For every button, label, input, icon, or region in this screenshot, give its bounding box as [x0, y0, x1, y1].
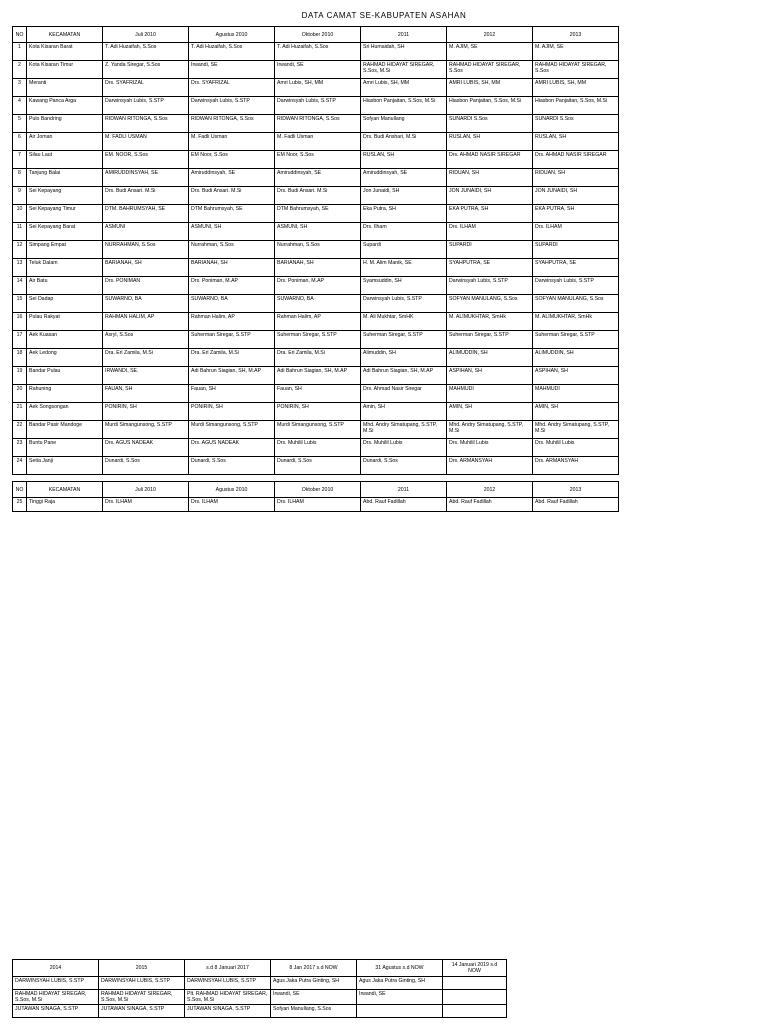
table-cell: 17 [13, 331, 27, 349]
table-cell: SUNARDI S.Sos [447, 115, 533, 133]
table-cell: ALIMUDDIN, SH [447, 349, 533, 367]
table-cell: Suherman Siregar, S.STP [361, 331, 447, 349]
table-cell: Sri Humaidah, SH [361, 43, 447, 61]
table-cell: Bandar Pasir Mandoge [27, 421, 103, 439]
table-cell: SOFYAN MANULANG, S.Sos [447, 295, 533, 313]
table-cell: 22 [13, 421, 27, 439]
table-row [13, 151, 619, 169]
table-cell: Hiasbon Panjaitan, S.Sos, M.Si [361, 97, 447, 115]
table-cell: FAUAN, SH [103, 385, 189, 403]
table-cell: 21 [13, 403, 27, 421]
table-cell: Eka Putra, SH [361, 205, 447, 223]
table-cell: Mhd. Andry Simatupang, S.STP, M.Si [361, 421, 447, 439]
table-cell: DARWINSYAH LUBIS, S.STP [99, 977, 185, 990]
table-cell: T. Adi Huzaifah, S.Sos [189, 43, 275, 61]
table-cell: Sei Dadap [27, 295, 103, 313]
table-cell: Syamsuddin, SH [361, 277, 447, 295]
table-cell: RIDWAN RITONGA, S.Sos [103, 115, 189, 133]
table-cell: ASMUNI [103, 223, 189, 241]
table-cell: 15 [13, 295, 27, 313]
table-cell: Drs. Poniman, M.AP [189, 277, 275, 295]
table-cell: T. Adi Huzaifah, S.Sos [103, 43, 189, 61]
table-cell: Irwandi, SE [271, 990, 357, 1005]
table-cell: Amiruddinsyah, SE [189, 169, 275, 187]
table-cell: Air Joman [27, 133, 103, 151]
table-cell: 10 [13, 205, 27, 223]
table-cell: RAHMAD HIDAYAT SIREGAR, S.Sos, M.Si [99, 990, 185, 1005]
table-cell: Simpang Empat [27, 241, 103, 259]
table-cell: AMRI LUBIS, SH, MM [447, 79, 533, 97]
table-cell: SUWARNO, BA [189, 295, 275, 313]
table-cell: Dunardi, S.Sos [103, 457, 189, 475]
table-cell: Darwinsyah Lubis, S.STP [533, 277, 619, 295]
column-header: 8 Jan 2017 s.d NOW [271, 960, 357, 977]
camat-table [12, 26, 619, 475]
table-cell: M. AJIM, SE [533, 43, 619, 61]
table-row [13, 205, 619, 223]
table-cell: SUWARNO, BA [275, 295, 361, 313]
table-cell: DTM Bahrumsyah, SE [275, 205, 361, 223]
table-cell: Dunardi, S.Sos [275, 457, 361, 475]
table-cell: RUSLAN, SH [361, 151, 447, 169]
table-cell: EM Noor, S.Sos [189, 151, 275, 169]
table-cell [443, 1005, 507, 1018]
table-row [13, 79, 619, 97]
table-cell: Aek Ledong [27, 349, 103, 367]
table-cell: M. ALIMUKHTAR, SmHk [447, 313, 533, 331]
table-cell: Pulau Rakyat [27, 313, 103, 331]
table-cell [357, 1005, 443, 1018]
camat-table-later-years [12, 959, 507, 1018]
table-cell: Sei Kepayang Timur [27, 205, 103, 223]
table-row [13, 313, 619, 331]
table-cell: Irwandi, SE [357, 990, 443, 1005]
table-cell: AMRI LUBIS, SH, MM [533, 79, 619, 97]
table-cell: Dunardi, S.Sos [361, 457, 447, 475]
table-cell: Amiruddinsyah, SE [361, 169, 447, 187]
table-cell: BARIANAH, SH [275, 259, 361, 277]
table-cell: Drs. Muhilil Lubis [361, 439, 447, 457]
table-cell: Drs. Budi Ansari. M.Si [275, 187, 361, 205]
table-cell: AMIRUDDINSYAH, SE [103, 169, 189, 187]
table-cell: Sofyan Manullang, S.Sos [271, 1005, 357, 1018]
table-cell: Jon Junaidi, SH [361, 187, 447, 205]
table-cell: 2 [13, 61, 27, 79]
table-cell: Aek Kuasan [27, 331, 103, 349]
table-cell: Agus Jaka Putra Ginting, SH [357, 977, 443, 990]
table-cell: 24 [13, 457, 27, 475]
table-cell: Dunardi, S.Sos [189, 457, 275, 475]
table-cell: Drs. AGUS NADEAK [189, 439, 275, 457]
table-cell [443, 977, 507, 990]
table-cell: Amiruddinsyah, SE [275, 169, 361, 187]
table-cell: Murdi Simangunsong, S.STP [189, 421, 275, 439]
table-cell: Irwandi, SE [189, 61, 275, 79]
table-cell: Nurrahman, S.Sos [189, 241, 275, 259]
table-cell: Supardi [361, 241, 447, 259]
table-cell: Teluk Dalam [27, 259, 103, 277]
table-cell: RUSLAN, SH [533, 133, 619, 151]
table-cell: JON JUNAIDI, SH [447, 187, 533, 205]
table-header-row [13, 27, 619, 43]
table-row [13, 277, 619, 295]
table-cell: Hiasbon Panjaitan, S.Sos, M.Si [447, 97, 533, 115]
table-cell: RIDWAN RITONGA, S.Sos [189, 115, 275, 133]
table-cell: Adi Bahrun Siagian, SH, M.AP [275, 367, 361, 385]
table-cell: Drs. SYAFRIZAL [103, 79, 189, 97]
table-cell: Darwinsyah Lubis, S.STP [361, 295, 447, 313]
table-cell: Mhd. Andry Simatupang, S.STP, M.Si [447, 421, 533, 439]
table-cell: SUPARDI [533, 241, 619, 259]
table-row [13, 439, 619, 457]
table-cell: PONIRIN, SH [189, 403, 275, 421]
table-cell: AMIN, SH [533, 403, 619, 421]
column-header: 2012 [447, 27, 533, 43]
table-cell: Adi Bahrun Siagian, SH, M.AP [189, 367, 275, 385]
table-row [13, 1005, 507, 1018]
table-cell: 12 [13, 241, 27, 259]
table-cell: Drs. ARMANSYAH [533, 457, 619, 475]
table-cell: H. M. Alim Manik, SE [361, 259, 447, 277]
table-cell: ASPIHAN, SH [447, 367, 533, 385]
table-cell: T. Adi Huzaifah, S.Sos [275, 43, 361, 61]
table-cell: Drs. Ahmad Nasir Siregar [361, 385, 447, 403]
table-cell: Drs. SYAFRIZAL [189, 79, 275, 97]
table-cell: RAHMAD HIDAYAT SIREGAR, S.Sos [447, 61, 533, 79]
table-cell: Dra. Eri Zamila, M.Si [275, 349, 361, 367]
table-row [13, 43, 619, 61]
column-header: 2014 [13, 960, 99, 977]
table-header-row [13, 482, 619, 498]
table-row [13, 498, 619, 512]
table-cell [443, 990, 507, 1005]
table-cell: Drs. ILHAM [533, 223, 619, 241]
table-cell: RAHMAD HIDAYAT SIREGAR, S.Sos [533, 61, 619, 79]
table-cell: 19 [13, 367, 27, 385]
table-cell: SUWARNO, BA [103, 295, 189, 313]
table-cell: Dra. Eri Zamila, M.Si [103, 349, 189, 367]
table-cell: JUTAWAN SINAGA, S.STP [185, 1005, 271, 1018]
table-cell: JUTAWAN SINAGA, S.STP [99, 1005, 185, 1018]
column-header: NO [13, 482, 27, 498]
table-cell: 5 [13, 115, 27, 133]
table-cell: Abd. Rauf Fadillah [447, 498, 533, 512]
table-cell: IRWANDI, SE. [103, 367, 189, 385]
table-row [13, 133, 619, 151]
table-cell: M. ALIMUKHTAR, SmHk [533, 313, 619, 331]
table-cell: Silau Laut [27, 151, 103, 169]
table-cell: RIDUAN, SH [533, 169, 619, 187]
table-cell: Tanjung Balai [27, 169, 103, 187]
table-cell: Rahman Halim, AP [189, 313, 275, 331]
table-cell: ASPIHAN, SH [533, 367, 619, 385]
table-row [13, 349, 619, 367]
table-cell: M. Ali Mukhtar, SmHK [361, 313, 447, 331]
table-cell: RIDUAN, SH [447, 169, 533, 187]
table-cell: Irwandi, SE [275, 61, 361, 79]
table-cell: 9 [13, 187, 27, 205]
table-cell: Kota Kisaran Timur [27, 61, 103, 79]
table-cell: Amin, SH [361, 403, 447, 421]
table-cell: Drs. ILHAM [447, 223, 533, 241]
table-cell: Drs. Budi Ansari. M.Si [103, 187, 189, 205]
table-cell: M. Fadli Usman [275, 133, 361, 151]
table-cell: Abd. Rauf Fadillah [361, 498, 447, 512]
table-row [13, 403, 619, 421]
table-cell: MAHMUDI [447, 385, 533, 403]
table-row [13, 421, 619, 439]
column-header: Agustus 2010 [189, 482, 275, 498]
table-cell: 16 [13, 313, 27, 331]
table-cell: Darwinsyah Lubis, S.STP [447, 277, 533, 295]
table-cell: Abd. Rauf Fadillah [533, 498, 619, 512]
table-cell: Suherman Siregar, S.STP [447, 331, 533, 349]
table-cell: 1 [13, 43, 27, 61]
table-cell: 25 [13, 498, 27, 512]
table-cell: ALIMUDDIN, SH [533, 349, 619, 367]
table-cell: M. Fadli Usman [189, 133, 275, 151]
table-cell: Amri Lubis, SH, MM [275, 79, 361, 97]
table-cell: 7 [13, 151, 27, 169]
table-cell: Drs. Poniman, M.AP [275, 277, 361, 295]
table-row [13, 295, 619, 313]
table-cell: Drs. Budi Anshari, M.Si [361, 133, 447, 151]
table-cell: Fauan, SH [189, 385, 275, 403]
table-cell: JON JUNAIDI, SH [533, 187, 619, 205]
table-cell: Sei Kepayang [27, 187, 103, 205]
table-cell: Hiasbon Panjaitan, S.Sos, M.Si [533, 97, 619, 115]
table-cell: Drs. ILHAM [103, 498, 189, 512]
table-cell: Z. Yanda Siregar, S.Sos [103, 61, 189, 79]
table-cell: Asryl, S.Sos [103, 331, 189, 349]
table-cell: Kawang Panca Arga [27, 97, 103, 115]
table-cell: DARWINSYAH LUBIS, S.STP [185, 977, 271, 990]
table-cell: 6 [13, 133, 27, 151]
table-cell: Murdi Simangunsong, S.STP [103, 421, 189, 439]
table-cell: RAHMAD HIDAYAT SIREGAR, S.Sos, M.Si [361, 61, 447, 79]
column-header: Juli 2010 [103, 482, 189, 498]
table-cell: Drs. AGUS NADEAK [103, 439, 189, 457]
column-header: Juli 2010 [103, 27, 189, 43]
table-cell: Plt. RAHMAD HIDAYAT SIREGAR, S.Sos, M.Si [185, 990, 271, 1005]
table-cell: 20 [13, 385, 27, 403]
table-cell: Sei Kepayang Barat [27, 223, 103, 241]
table-cell: Rahuning [27, 385, 103, 403]
table-cell: DARWINSYAH LUBIS, S.STP [13, 977, 99, 990]
table-cell: Drs. Muhilil Lubis [275, 439, 361, 457]
table-cell: Drs. AHMAD NASIR SIREGAR [533, 151, 619, 169]
table-cell: PONIRIN, SH [103, 403, 189, 421]
table-cell: SYAHPUTRA, SE [447, 259, 533, 277]
table-cell: RUSLAN, SH [447, 133, 533, 151]
table-row [13, 990, 507, 1005]
column-header: 2013 [533, 27, 619, 43]
table-cell: MAHMUDI [533, 385, 619, 403]
table-cell: Darwinsyah Lubis, S.STP [189, 97, 275, 115]
column-header: NO [13, 27, 27, 43]
table-cell: ASMUNI, SH [275, 223, 361, 241]
table-cell: Alimuddin, SH [361, 349, 447, 367]
table-cell: Aek Songsongan [27, 403, 103, 421]
column-header: 31 Agustus s.d NOW [357, 960, 443, 977]
table-cell: DTM Bahrumsyah, SE [189, 205, 275, 223]
table-cell: Suherman Siregar, S.STP [533, 331, 619, 349]
table-row [13, 331, 619, 349]
table-cell: M. AJIM, SE [447, 43, 533, 61]
table-cell: Amri Lubis, SH, MM [361, 79, 447, 97]
column-header: 2013 [533, 482, 619, 498]
table-cell: Drs. Budi Ansari. M.Si [189, 187, 275, 205]
table-cell: EM. NOOR, S.Sos [103, 151, 189, 169]
table-cell: Agus Jaka Putra Ginting, SH [271, 977, 357, 990]
table-cell: Tinggi Raja [27, 498, 103, 512]
table-cell: 3 [13, 79, 27, 97]
table-cell: PONIRIN, SH [275, 403, 361, 421]
column-header: Oktober 2010 [275, 482, 361, 498]
table-cell: Drs. Muhilil Lubis [447, 439, 533, 457]
table-cell: 11 [13, 223, 27, 241]
table-header-row [13, 960, 507, 977]
table-cell: DTM. BAHRUMSYAH, SE [103, 205, 189, 223]
column-header: Agustus 2010 [189, 27, 275, 43]
table-cell: ASMUNI, SH [189, 223, 275, 241]
table-cell: Drs. PONIMAN [103, 277, 189, 295]
table-cell: Rahman Halim, AP [275, 313, 361, 331]
table-cell: M. FADLI USMAN [103, 133, 189, 151]
camat-table-continued [12, 481, 619, 512]
table-cell: Drs. ILHAM [189, 498, 275, 512]
table-cell: Meranti [27, 79, 103, 97]
table-row [13, 61, 619, 79]
table-cell: RAHMAN HALIM, AP [103, 313, 189, 331]
table-cell: BARIANAH, SH [103, 259, 189, 277]
table-cell: Nurrahman, S.Sos [275, 241, 361, 259]
table-cell: AMIN, SH [447, 403, 533, 421]
table-row [13, 259, 619, 277]
table-cell: BARIANAH, SH [189, 259, 275, 277]
table-cell: Mhd. Andry Simatupang, S.STP, M.Si [533, 421, 619, 439]
column-header: 2011 [361, 482, 447, 498]
column-header: 2012 [447, 482, 533, 498]
table-cell: Air Batu [27, 277, 103, 295]
table-cell: EM Noor, S.Sos [275, 151, 361, 169]
table-cell: 13 [13, 259, 27, 277]
table-cell: Suherman Siregar, S.STP [189, 331, 275, 349]
table-cell: Dra. Eri Zamila, M.Si [189, 349, 275, 367]
table-row [13, 115, 619, 133]
table-cell: 14 [13, 277, 27, 295]
table-cell: Darwinsyah Lubis, S.STP [275, 97, 361, 115]
table-row [13, 223, 619, 241]
table-cell: Fauan, SH [275, 385, 361, 403]
table-cell: 23 [13, 439, 27, 457]
column-header: KECAMATAN [27, 482, 103, 498]
table-cell: RAHMAD HIDAYAT SIREGAR, S.Sos, M.Si [13, 990, 99, 1005]
table-cell: 4 [13, 97, 27, 115]
table-cell: Pulo Bandring [27, 115, 103, 133]
column-header: KECAMATAN [27, 27, 103, 43]
table-cell: Buntu Pane [27, 439, 103, 457]
table-cell: Drs. Ilham [361, 223, 447, 241]
table-cell: Drs. AHMAD NASIR SIREGAR [447, 151, 533, 169]
table-cell: 18 [13, 349, 27, 367]
table-row [13, 367, 619, 385]
table-cell: JUTAWAN SINAGA, S.STP [13, 1005, 99, 1018]
table-cell: SOFYAN MANULANG, S.Sos [533, 295, 619, 313]
table-row [13, 977, 507, 990]
table-cell: EKA PUTRA, SH [447, 205, 533, 223]
table-row [13, 241, 619, 259]
column-header: s.d 8 Januari 2017 [185, 960, 271, 977]
table-cell: Murdi Simangunsong, S.STP [275, 421, 361, 439]
table-cell: Setia Janji [27, 457, 103, 475]
table-cell: Drs. Muhilil Lubis [533, 439, 619, 457]
table-cell: 8 [13, 169, 27, 187]
table-cell: SYAHPUTRA, SE [533, 259, 619, 277]
table-cell: RIDWAN RITONGA, S.Sos [275, 115, 361, 133]
table-cell: Drs. ILHAM [275, 498, 361, 512]
table-cell: SUPARDI [447, 241, 533, 259]
column-header: 14 Januari 2019 s.d NOW [443, 960, 507, 977]
table-cell: Adi Bahrun Siagian, SH, M.AP [361, 367, 447, 385]
table-cell: Darwinsyah Lubis, S.STP [103, 97, 189, 115]
column-header: Oktober 2010 [275, 27, 361, 43]
table-row [13, 457, 619, 475]
column-header: 2011 [361, 27, 447, 43]
table-cell: Drs. ARMANSYAH [447, 457, 533, 475]
table-row [13, 169, 619, 187]
table-row [13, 385, 619, 403]
table-cell: SUNARDI S.Sos [533, 115, 619, 133]
table-row [13, 187, 619, 205]
column-header: 2015 [99, 960, 185, 977]
table-row [13, 97, 619, 115]
table-cell: Sofyan Manullang [361, 115, 447, 133]
table-cell: Suherman Siregar, S.STP [275, 331, 361, 349]
document-title: DATA CAMAT SE-KABUPATEN ASAHAN [301, 11, 467, 20]
table-cell: EKA PUTRA, SH [533, 205, 619, 223]
table-cell: Kota Kisaran Barat [27, 43, 103, 61]
table-cell: Bandar Pulau [27, 367, 103, 385]
table-cell: NURRAHMAN, S.Sos [103, 241, 189, 259]
